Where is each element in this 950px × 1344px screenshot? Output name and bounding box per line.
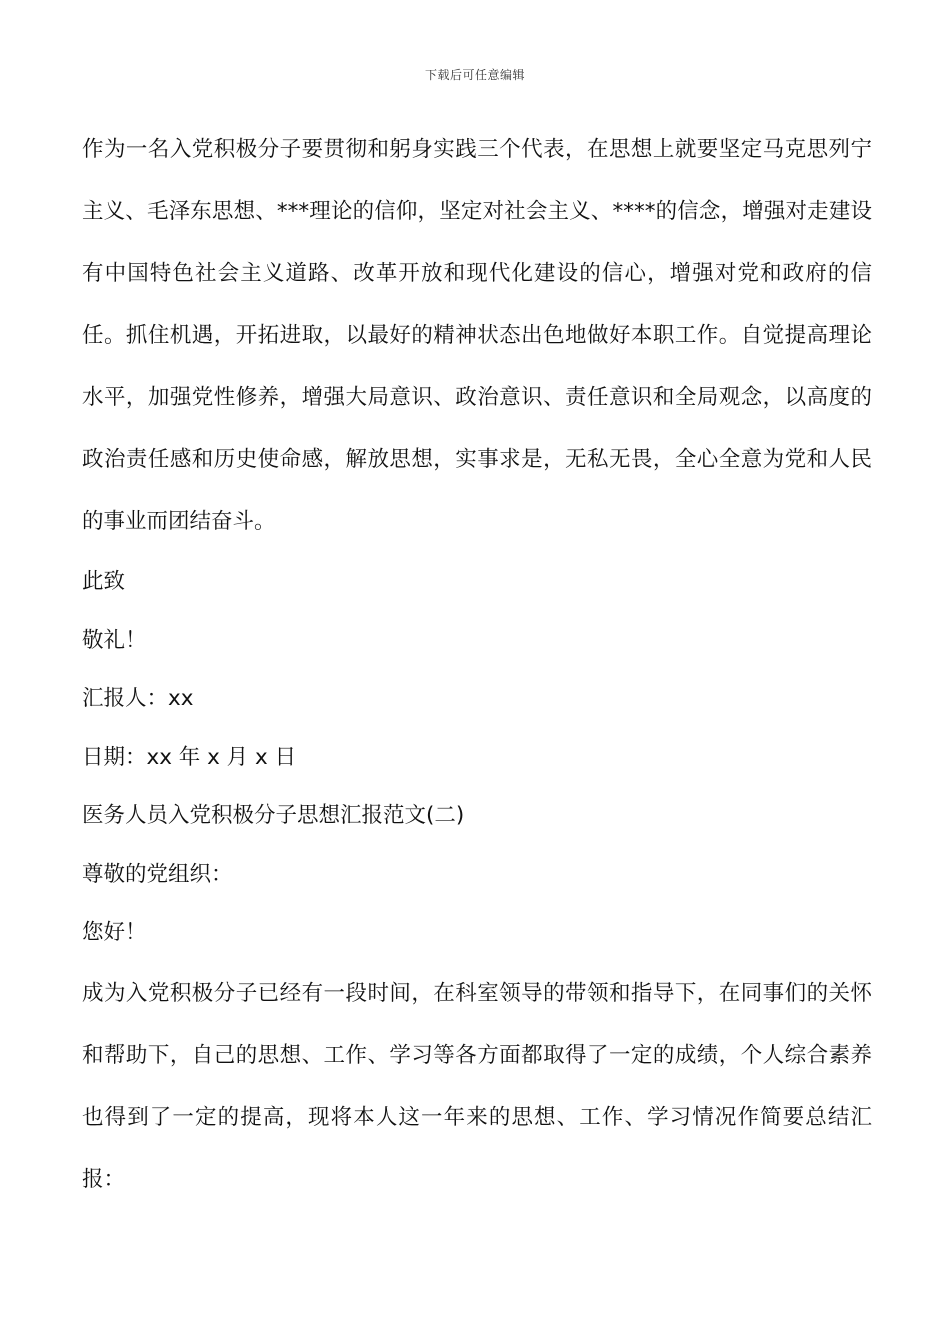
- greeting-line: 您好！: [82, 920, 147, 945]
- header-note: 下载后可任意编辑: [424, 68, 525, 82]
- paragraph-2: 成为入党积极分子已经有一段时间，在科室领导的带领和指导下，在同事们的关怀和帮助下，自己的思想、工作、学习等各方面都取得了一定的成绩，个人综合素养也得到了一定的提高，现将本人这一年来的思想、工作、学习情况作简要总结汇报：: [82, 980, 872, 1192]
- document-body: [82, 119, 872, 1211]
- salutation-line: 尊敬的党组织：: [82, 861, 233, 887]
- paragraph-1: 作为一名入党积极分子要贯彻和躬身实践三个代表，在思想上就要坚定马克思列宁主义、毛泽东思想、***理论的信仰，坚定对社会主义、****的信念，增强对走建设有中国特色社会主义道路、改革开放和现代化建设的信心，增强对党和政府的信任。抓住机遇，开拓进取，以最好的精神状态出色地做好本职工作。自觉提高理论水平，加强党性修养，增强大局意识、政治意识、责任意识和全局观念，以高度的政治责任感和历史使命感，解放思想，实事求是，无私无畏，全心全意为党和人民的事业而团结奋斗。: [82, 137, 872, 534]
- closing-line-2: 敬礼！: [82, 627, 147, 653]
- date-line: 日期：xx 年 x 月 x 日: [82, 744, 297, 770]
- section-title: 医务人员入党积极分子思想汇报范文(二): [82, 803, 465, 828]
- reporter-line: 汇报人：xx: [82, 686, 194, 711]
- closing-line-1: 此致: [82, 569, 126, 594]
